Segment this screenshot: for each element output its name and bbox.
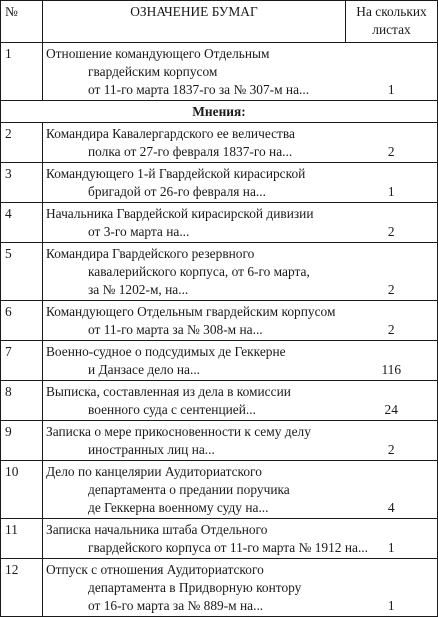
description-line: бригадой от 26-го февраля на... — [88, 184, 266, 199]
header-sheets-line2: листах — [372, 22, 411, 37]
description-line: военного суда с сентенцией... — [88, 402, 256, 417]
row-sheets: 1 — [346, 43, 438, 101]
table-row — [1, 341, 438, 381]
header-number: № — [1, 1, 43, 43]
table-header — [1, 1, 438, 43]
row-sheets: 1 — [346, 519, 438, 559]
description-line: от 3-го марта на... — [88, 224, 190, 239]
section-opinions — [1, 101, 438, 123]
row-number: 11 — [1, 519, 43, 559]
description-line: гвардейского корпуса от 11-го марта № 1912 на... — [88, 540, 368, 555]
description-line: департамента в Придворную контору — [88, 580, 302, 595]
table-row — [1, 301, 438, 341]
row-description — [43, 123, 346, 163]
description-line: Командующего 1-й Гвардейской кирасирской — [46, 166, 306, 181]
row-sheets: 1 — [346, 163, 438, 203]
description-line: иностранных лиц на... — [88, 442, 215, 457]
table-row — [1, 559, 438, 617]
row-number: 5 — [1, 243, 43, 301]
header-sheets-line1: На скольких — [356, 4, 427, 19]
row-description — [43, 203, 346, 243]
description-line: кавалерийского корпуса, от 6-го марта, — [88, 264, 310, 279]
table-row — [1, 203, 438, 243]
table-row — [1, 381, 438, 421]
row-sheets: 1 — [346, 559, 438, 617]
description-line: Записка о мере прикосновенности к сему делу — [46, 424, 311, 439]
header-sheets — [346, 1, 438, 43]
description-line: Отношение командующего Отдельным — [46, 46, 270, 61]
description-line: Военно-судное о подсудимых де Геккерне — [46, 344, 286, 359]
description-line: гвардейским корпусом — [88, 64, 218, 79]
row-sheets: 24 — [346, 381, 438, 421]
table-row — [1, 421, 438, 461]
row-sheets: 4 — [346, 461, 438, 519]
description-line: за № 1202-м, на... — [88, 282, 189, 297]
row-description — [43, 421, 346, 461]
description-line: Отпуск с отношения Аудиториатского — [46, 562, 264, 577]
description-line: Выписка, составленная из дела в комиссии — [46, 384, 291, 399]
row-description — [43, 341, 346, 381]
table-row — [1, 123, 438, 163]
row-description — [43, 519, 368, 559]
row-description — [43, 301, 346, 341]
row-description — [43, 163, 346, 203]
description-line: полка от 27-го февраля 1837-го на... — [88, 144, 293, 159]
row-sheets: 2 — [346, 243, 438, 301]
description-line: Начальника Гвардейской кирасирской дивизии — [46, 206, 314, 221]
table-body-opinions — [1, 123, 438, 617]
row-description — [43, 381, 346, 421]
description-line: от 11-го марта 1837-го за № 307-м на... — [88, 82, 310, 97]
row-number: 10 — [1, 461, 43, 519]
row-number: 2 — [1, 123, 43, 163]
description-line: и Данзасе дело на... — [88, 362, 201, 377]
row-sheets: 2 — [346, 301, 438, 341]
description-line: Командира Гвардейского резервного — [46, 246, 255, 261]
description-line: департамента о предании поручика — [88, 482, 290, 497]
row-description — [43, 461, 346, 519]
description-line: Записка начальника штаба Отдельного — [46, 522, 268, 537]
row-number: 3 — [1, 163, 43, 203]
row-number: 12 — [1, 559, 43, 617]
table-row — [1, 43, 438, 101]
description-line: от 11-го марта за № 308-м на... — [88, 322, 263, 337]
description-line: Командующего Отдельным гвардейским корпусом — [46, 304, 336, 319]
row-sheets: 2 — [346, 123, 438, 163]
row-number: 4 — [1, 203, 43, 243]
table-body-main — [1, 43, 438, 101]
row-description — [43, 43, 346, 101]
row-number: 9 — [1, 421, 43, 461]
table-row — [1, 519, 438, 559]
table-row — [1, 243, 438, 301]
row-description — [43, 243, 346, 301]
section-row — [1, 101, 438, 123]
row-sheets: 116 — [346, 341, 438, 381]
row-number: 6 — [1, 301, 43, 341]
table-row — [1, 163, 438, 203]
description-line: Командира Кавалергардского ее величества — [46, 126, 295, 141]
row-number: 1 — [1, 43, 43, 101]
row-sheets: 2 — [346, 203, 438, 243]
section-title: Мнения: — [1, 101, 438, 123]
description-line: от 16-го марта за № 889-м на... — [88, 598, 264, 613]
row-sheets: 2 — [346, 421, 438, 461]
row-number: 8 — [1, 381, 43, 421]
row-number: 7 — [1, 341, 43, 381]
description-line: де Геккерна военному суду на... — [88, 500, 269, 515]
row-description — [43, 559, 346, 617]
header-description: ОЗНАЧЕНИЕ БУМАГ — [43, 1, 346, 43]
description-line: Дело по канцелярии Аудиториатского — [46, 464, 262, 479]
table-row — [1, 461, 438, 519]
